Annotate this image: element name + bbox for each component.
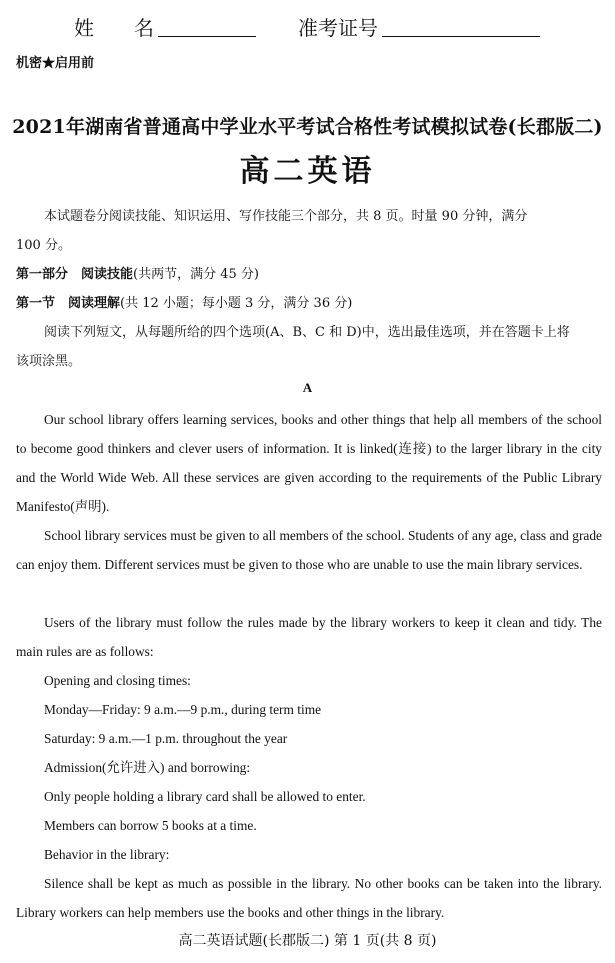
list-item: Saturday: 9 a.m.—1 p.m. throughout the year — [44, 731, 288, 746]
passage-paragraph-1: Our school library offers learning services, books and other things that help all members of the school to become good thinkers and clever users of information. It is linked(连接) to the larger library in the city and the World Wide Web. All these services are given according to the requirements of the Public Library Manifesto(声明). — [16, 412, 602, 514]
passage-label: A — [302, 380, 313, 395]
intro-line-2: 100 分。 — [16, 238, 71, 253]
page-footer: 高二英语试题(长郡版二) 第 1 页(共 8 页) — [178, 933, 437, 949]
name-blank — [158, 36, 256, 37]
confidential-label: 机密★启用前 — [16, 56, 95, 71]
candidate-info-header — [0, 12, 615, 40]
part-one-note: (共两节，满分 45 分) — [133, 267, 259, 282]
intro-line-1: 本试题卷分阅读技能、知识运用、写作技能三个部分，共 8 页。时量 90 分钟，满分 — [44, 209, 528, 224]
list-item: Only people holding a library card shall be allowed to enter. — [44, 789, 366, 804]
section-one-heading — [16, 289, 602, 318]
subject-title: 高二英语 — [239, 154, 376, 189]
section-one-note: (共 12 小题；每小题 3 分，满分 36 分) — [120, 296, 353, 311]
list-item: Opening and closing times: — [44, 673, 191, 688]
name-label: 姓 名 — [74, 16, 154, 40]
library-rules-list — [44, 666, 366, 869]
exam-number-blank — [382, 36, 540, 37]
passage-paragraph-3: Users of the library must follow the rules made by the library workers to keep it clean and tidy. The main rules are as follows: — [16, 615, 602, 659]
exam-number-label: 准考证号 — [298, 16, 378, 40]
instruction-line-1: 阅读下列短文，从每题所给的四个选项(A、B、C 和 D)中，选出最佳选项，并在答题卡上将 — [44, 325, 570, 340]
part-one-title: 第一部分 阅读技能 — [16, 267, 134, 282]
section-one-title: 第一节 阅读理解 — [16, 296, 121, 311]
list-item: Behavior in the library: — [44, 847, 170, 862]
part-one-heading — [16, 260, 602, 289]
passage-paragraph-2: School library services must be given to all members of the school. Students of any age, class and grade can enjoy them. Different services must be given to those who are unable to use the main library services. — [16, 528, 602, 572]
list-item: Monday—Friday: 9 a.m.—9 p.m., during term time — [44, 702, 322, 717]
list-item: Members can borrow 5 books at a time. — [44, 818, 257, 833]
instruction-line-2: 该项涂黑。 — [16, 354, 82, 369]
exam-title: 2021年湖南省普通高中学业水平考试合格性考试模拟试卷(长郡版二) — [12, 116, 603, 138]
passage-paragraph-4: Silence shall be kept as much as possible in the library. No other books can be taken into the library. Library workers can help members use the books and other things in the library. — [16, 876, 602, 920]
list-item: Admission(允许进入) and borrowing: — [44, 760, 251, 775]
